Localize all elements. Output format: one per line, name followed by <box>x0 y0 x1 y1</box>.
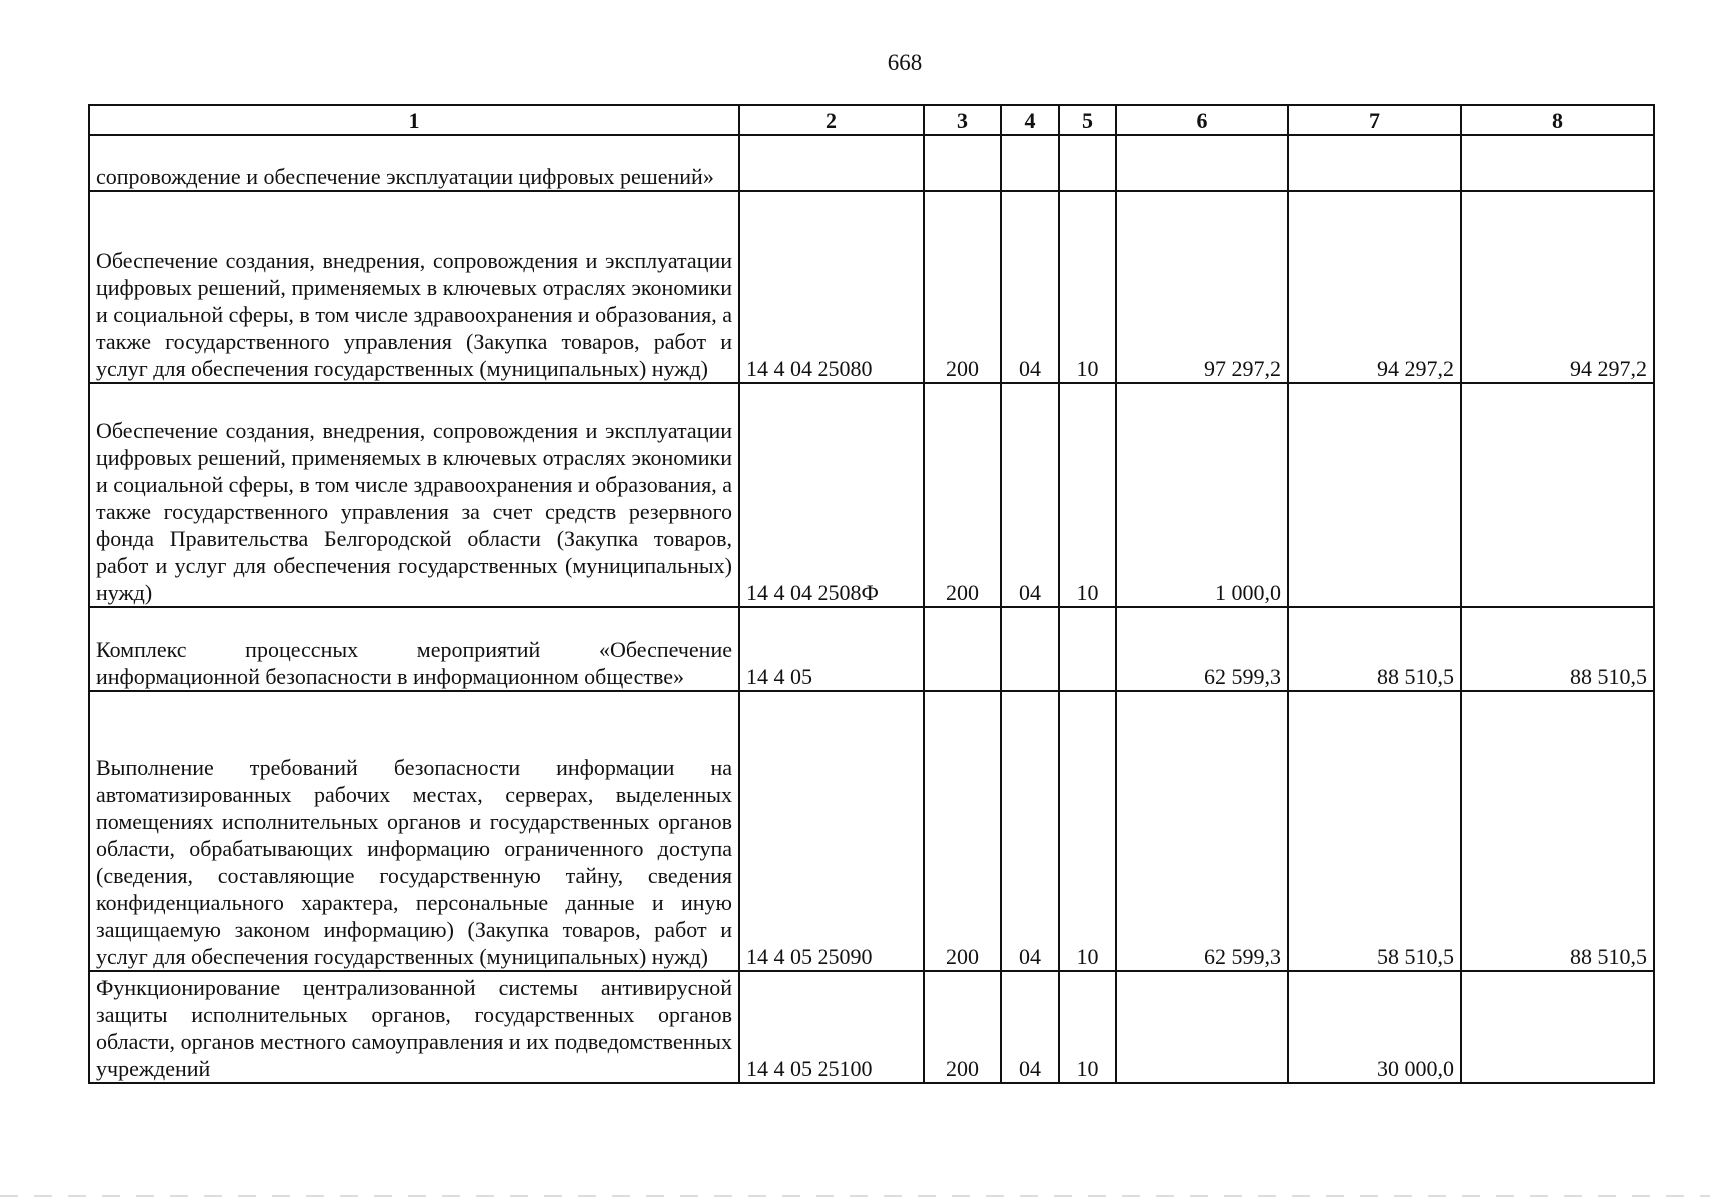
amount-col-7: 30 000,0 <box>1288 971 1461 1083</box>
row-name: Комплекс процессных мероприятий «Обеспечение информационной безопасности в информационном обществе» <box>89 607 739 691</box>
subsection-code <box>1059 607 1116 691</box>
target-article-code <box>739 135 924 191</box>
subsection-code: 10 <box>1059 383 1116 607</box>
expense-type-code: 200 <box>924 383 1001 607</box>
subsection-code <box>1059 135 1116 191</box>
amount-col-8 <box>1461 971 1654 1083</box>
section-code <box>1001 607 1059 691</box>
amount-col-8 <box>1461 383 1654 607</box>
target-article-code: 14 4 04 2508Ф <box>739 383 924 607</box>
amount-col-7 <box>1288 135 1461 191</box>
table-row <box>89 607 1654 691</box>
target-article-code: 14 4 05 <box>739 607 924 691</box>
amount-col-8 <box>1461 135 1654 191</box>
subsection-code: 10 <box>1059 191 1116 383</box>
amount-col-6 <box>1116 135 1288 191</box>
amount-col-7: 94 297,2 <box>1288 191 1461 383</box>
column-header-1: 1 <box>89 105 739 135</box>
section-code: 04 <box>1001 191 1059 383</box>
table-row <box>89 971 1654 1083</box>
table-row <box>89 135 1654 191</box>
column-header-3: 3 <box>924 105 1001 135</box>
column-header-6: 6 <box>1116 105 1288 135</box>
column-header-4: 4 <box>1001 105 1059 135</box>
scan-artifact-line <box>0 1195 1710 1197</box>
expense-type-code: 200 <box>924 691 1001 971</box>
row-name: Обеспечение создания, внедрения, сопровождения и эксплуатации цифровых решений, применяемых в ключевых отраслях экономики и социальной сферы, в том числе здравоохранения и образования, а также государственного управления (Закупка товаров, работ и услуг для обеспечения государственных (муниципальных) нужд) <box>89 191 739 383</box>
expense-type-code <box>924 607 1001 691</box>
table-row <box>89 191 1654 383</box>
subsection-code: 10 <box>1059 971 1116 1083</box>
amount-col-7 <box>1288 383 1461 607</box>
amount-col-7: 58 510,5 <box>1288 691 1461 971</box>
expense-type-code <box>924 135 1001 191</box>
row-name: сопровождение и обеспечение эксплуатации цифровых решений» <box>89 135 739 191</box>
column-header-5: 5 <box>1059 105 1116 135</box>
row-name: Выполнение требований безопасности информации на автоматизированных рабочих местах, серверах, выделенных помещениях исполнительных органов и государственных органов области, обрабатывающих информацию ограниченного доступа (сведения, составляющие государственную тайну, сведения конфиденциального характера, персональные данные и иную защищаемую законом информацию) (Закупка товаров, работ и услуг для обеспечения государственных (муниципальных) нужд) <box>89 691 739 971</box>
section-code: 04 <box>1001 691 1059 971</box>
section-code: 04 <box>1001 971 1059 1083</box>
expense-type-code: 200 <box>924 971 1001 1083</box>
amount-col-8: 88 510,5 <box>1461 691 1654 971</box>
table-row <box>89 691 1654 971</box>
column-header-7: 7 <box>1288 105 1461 135</box>
subsection-code: 10 <box>1059 691 1116 971</box>
column-header-8: 8 <box>1461 105 1654 135</box>
target-article-code: 14 4 04 25080 <box>739 191 924 383</box>
target-article-code: 14 4 05 25090 <box>739 691 924 971</box>
amount-col-8: 88 510,5 <box>1461 607 1654 691</box>
amount-col-6: 97 297,2 <box>1116 191 1288 383</box>
section-code: 04 <box>1001 383 1059 607</box>
page-number: 668 <box>887 50 923 75</box>
amount-col-6: 62 599,3 <box>1116 607 1288 691</box>
target-article-code: 14 4 05 25100 <box>739 971 924 1083</box>
amount-col-7: 88 510,5 <box>1288 607 1461 691</box>
amount-col-6: 62 599,3 <box>1116 691 1288 971</box>
amount-col-6: 1 000,0 <box>1116 383 1288 607</box>
column-header-2: 2 <box>739 105 924 135</box>
expense-type-code: 200 <box>924 191 1001 383</box>
amount-col-6 <box>1116 971 1288 1083</box>
budget-table <box>88 104 1655 1084</box>
amount-col-8: 94 297,2 <box>1461 191 1654 383</box>
row-name: Обеспечение создания, внедрения, сопровождения и эксплуатации цифровых решений, применяемых в ключевых отраслях экономики и социальной сферы, в том числе здравоохранения и образования, а также государственного управления за счет средств резервного фонда Правительства Белгородской области (Закупка товаров, работ и услуг для обеспечения государственных (муниципальных) нужд) <box>89 383 739 607</box>
header-row <box>89 105 1654 135</box>
row-name: Функционирование централизованной системы антивирусной защиты исполнительных органов, государственных органов области, органов местного самоуправления и их подведомственных учреждений <box>89 971 739 1083</box>
table-row <box>89 383 1654 607</box>
section-code <box>1001 135 1059 191</box>
